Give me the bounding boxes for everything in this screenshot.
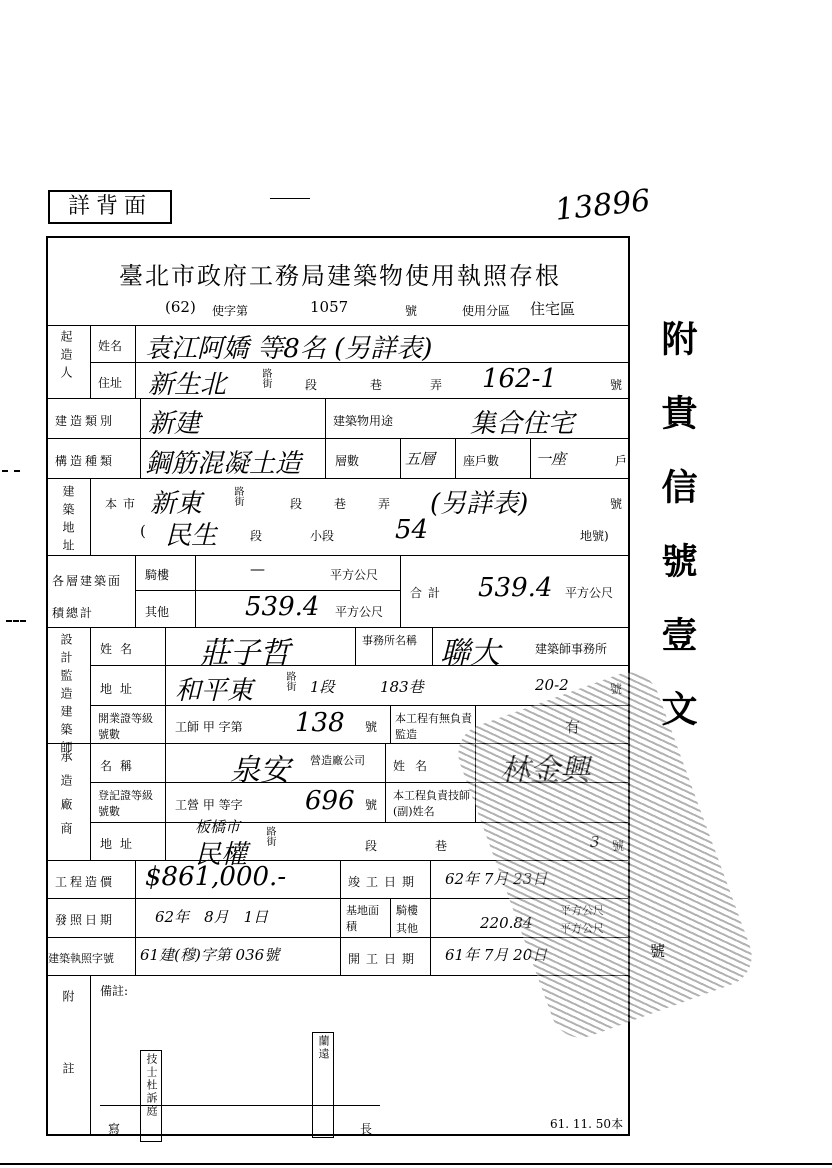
applicant-address-road-suffix: 路街 (260, 368, 271, 388)
structure-value: 鋼筋混凝土造 (145, 449, 302, 479)
site-lot-subsection: 小段 (310, 529, 335, 543)
area-arcade-label: 騎樓 (145, 568, 170, 582)
units-label: 座戶數 (463, 454, 500, 468)
footer-code: 61. 11. 50本 (550, 1117, 624, 1131)
rule (46, 398, 630, 399)
rule-v (165, 743, 166, 860)
category-label: 建造類別 (55, 414, 116, 428)
site-road-suffix: 路街 (232, 486, 243, 506)
designer-office-value: 聯大 (440, 636, 500, 671)
pen-stroke (270, 198, 310, 199)
site-lot-section: 民生 (165, 521, 218, 551)
applicant-address-alley: 弄 (430, 378, 443, 392)
site-number-suffix: 號 (610, 497, 623, 511)
rule-v (135, 555, 136, 627)
rule-v (400, 438, 401, 478)
area-other-unit: 平方公尺 (335, 605, 384, 619)
contractor-address-lane: 巷 (435, 839, 448, 853)
contractor-license-suffix: 號 (365, 798, 378, 812)
area-arcade-unit: 平方公尺 (330, 568, 379, 582)
issue-date: 62年 8月 1日 (155, 908, 269, 926)
designer-name-value: 莊子哲 (200, 636, 290, 671)
contractor-section-label: 承造廠商 (59, 750, 73, 846)
issue-label: 發照日期 (55, 913, 116, 927)
rule-v (325, 398, 326, 478)
base-arcade-unit: 平方公尺 (560, 904, 604, 917)
rule-v (165, 627, 166, 743)
site-section-label: 建築地址 (61, 485, 75, 557)
license-word: 使字第 (212, 304, 249, 318)
rule (90, 665, 630, 666)
base-other-unit: 平方公尺 (560, 922, 604, 935)
rule-v (400, 555, 401, 627)
site-lot-suffix: 地號) (580, 529, 609, 543)
applicant-name-value: 袁江阿嬌 等8名 (另詳表) (145, 334, 433, 364)
site-section-lane: 段 巷 弄 (290, 497, 401, 511)
cost-value: $861,000.- (145, 862, 287, 892)
contractor-address-number: 3 (590, 833, 600, 851)
area-total-label: 合計 (410, 586, 447, 600)
sign-line (100, 1105, 380, 1106)
contractor-owner-label: 姓名 (393, 759, 438, 773)
base-label: 基地面積 (346, 904, 379, 933)
contractor-name-suffix: 營造廠公司 (310, 754, 365, 767)
contractor-technician-label: 本工程負責技師(副)姓名 (393, 789, 470, 818)
use-label: 建築物用途 (333, 414, 394, 428)
contractor-address-number-suffix: 號 (612, 839, 625, 853)
site-lot-open: ( (140, 522, 146, 540)
designer-license-number: 138 (295, 708, 345, 738)
applicant-address-road: 新生北 (148, 370, 227, 400)
site-lot-number: 54 (395, 515, 429, 545)
designer-address-number-suffix: 號 (610, 682, 623, 696)
rule-v (90, 478, 91, 555)
rule-v (530, 438, 531, 478)
base-arcade-label: 騎樓 (396, 904, 418, 917)
contractor-address-road: 民權 (195, 840, 248, 870)
margin-fragment: 號 (650, 942, 666, 960)
applicant-address-number: 162-1 (482, 364, 557, 394)
designer-license-suffix: 號 (365, 720, 378, 734)
rule-v (90, 627, 91, 743)
completion-label: 竣工日期 (348, 875, 421, 889)
cost-label: 工程造價 (55, 875, 116, 889)
license-year: (62) (165, 298, 196, 316)
applicant-section-label: 起造人 (59, 330, 73, 384)
scan-mark (2, 470, 20, 472)
designer-section-label: 設計監造建築師 (59, 633, 73, 759)
clerk-label: 寫 (108, 1122, 121, 1136)
rule-v (140, 398, 141, 478)
rule-v (390, 705, 391, 743)
rule (46, 627, 630, 628)
contractor-address-label: 地址 (100, 837, 141, 851)
rule-v (355, 627, 356, 665)
rule-v (430, 860, 431, 975)
contractor-license-label: 登記證等級號數 (98, 789, 153, 818)
completion-value: 62年 7月 23日 (445, 870, 548, 888)
rule-v (432, 627, 433, 665)
zoning-value: 住宅區 (530, 300, 576, 318)
applicant-name-label: 姓名 (98, 339, 123, 353)
units-suffix: 戶 (615, 454, 628, 468)
units-value: 一座 (536, 450, 567, 468)
bottom-edge (0, 1163, 832, 1165)
base-other-value: 220.84 (480, 914, 533, 932)
rule-v (90, 325, 91, 398)
contractor-name-value: 泉安 (230, 753, 290, 788)
designer-license-label: 開業證等級號數 (98, 712, 153, 741)
contractor-name-label: 名稱 (100, 759, 141, 773)
license-suffix: 號 (405, 304, 418, 318)
designer-office-label: 事務所名稱 (362, 634, 417, 647)
site-detail-value: (另詳表) (430, 489, 529, 519)
technician-stamp: 技士杜訴庭 (140, 1050, 162, 1142)
rule-v (90, 743, 91, 860)
rule-v (135, 860, 136, 975)
designer-name-label: 姓名 (100, 642, 141, 656)
remarks-section-label: 附註 (61, 990, 75, 1134)
contractor-license-value: 工營 甲 等字 (175, 798, 243, 812)
area-other-value: 539.4 (245, 592, 320, 622)
rule (46, 478, 630, 479)
rule-v (90, 975, 91, 1136)
site-lot-section-suffix: 段 (250, 529, 263, 543)
permit-label: 建築執照字號 (48, 952, 114, 965)
designer-address-road: 和平東 (175, 676, 254, 706)
designer-address-section: 1段 (310, 678, 335, 696)
area-arcade-value: — (250, 560, 265, 578)
structure-label: 構造種類 (55, 454, 116, 468)
use-value: 集合住宅 (470, 409, 575, 439)
area-total-unit: 平方公尺 (565, 586, 614, 600)
rule-v (390, 898, 391, 937)
detail-back-label: 詳背面 (48, 190, 172, 224)
rule-v (195, 555, 196, 627)
zoning-label: 使用分區 (462, 304, 511, 318)
site-city-label: 本市 (105, 497, 142, 511)
floors-label: 層數 (335, 454, 360, 468)
license-number: 1057 (310, 298, 349, 316)
applicant-address-number-suffix: 號 (610, 378, 623, 392)
scan-mark (6, 620, 26, 622)
designer-supervision-label: 本工程有無負責監造 (395, 712, 472, 741)
base-other-label: 其他 (396, 922, 418, 935)
contractor-license-number: 696 (305, 786, 355, 816)
contractor-address-city: 板橋市 (195, 818, 241, 836)
start-value: 61年 7月 20日 (445, 946, 548, 964)
designer-address-lane: 183巷 (380, 678, 424, 696)
form-title: 臺北市政府工務局建築物使用執照存根 (119, 262, 561, 290)
designer-address-number: 20-2 (535, 676, 569, 694)
rule (46, 325, 630, 326)
designer-address-road-suffix: 路街 (284, 671, 295, 691)
rule-v (455, 438, 456, 478)
designer-license-value: 工師 甲 字第 (175, 720, 243, 734)
remarks-label: 備註: (100, 984, 129, 998)
serial-number: 13896 (553, 183, 653, 228)
designer-supervision-value: 有 (565, 718, 581, 736)
official-seal: 蘭遠 (312, 1032, 334, 1138)
area-other-label: 其他 (145, 605, 170, 619)
site-road-value: 新東 (150, 489, 203, 519)
category-value: 新建 (148, 409, 201, 439)
margin-characters: 附貴信號壹文 (656, 320, 698, 764)
chief-label: 長 (360, 1122, 373, 1136)
contractor-owner-value: 林金興 (500, 753, 590, 788)
applicant-address-section: 段 (305, 378, 318, 392)
designer-office-suffix: 建築師事務所 (535, 642, 608, 656)
designer-address-label: 地址 (100, 682, 141, 696)
area-total-value: 539.4 (478, 573, 553, 603)
permit-value: 61建(穆)字第 036號 (140, 946, 280, 964)
rule (46, 555, 630, 556)
floors-value: 五層 (405, 450, 436, 468)
rule-v (135, 325, 136, 398)
contractor-address-section: 段 (365, 839, 378, 853)
rule (135, 590, 400, 591)
area-section-label: 各層建築面積總計 (52, 574, 123, 620)
applicant-address-label: 住址 (98, 376, 123, 390)
start-label: 開工日期 (348, 952, 421, 966)
contractor-address-road-suffix: 路街 (264, 826, 275, 846)
applicant-address-lane: 巷 (370, 378, 383, 392)
rule-v (340, 860, 341, 975)
rule-v (385, 743, 386, 822)
